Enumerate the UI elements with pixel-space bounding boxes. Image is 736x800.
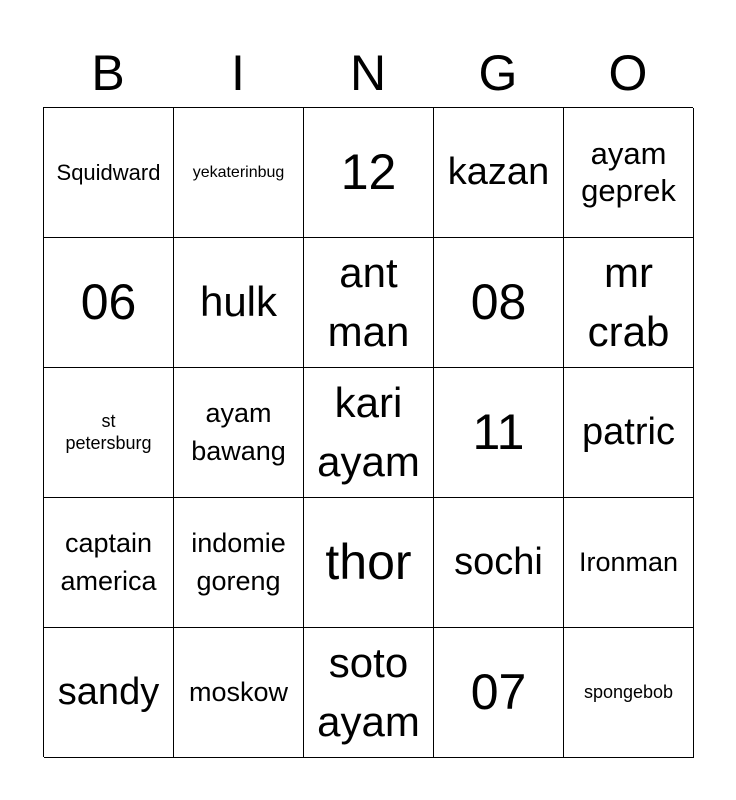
bingo-cell-text: captain america: [60, 527, 157, 596]
bingo-cell-text: sochi: [454, 540, 543, 583]
header-letter-o: O: [608, 45, 648, 101]
bingo-cell[interactable]: [564, 238, 694, 368]
bingo-cell-text: 08: [470, 273, 527, 330]
header-letter-n: N: [349, 45, 387, 101]
bingo-cell-text: soto ayam: [317, 638, 420, 745]
bingo-cell-text: 07: [470, 663, 527, 720]
bingo-cell-text: Squidward: [56, 159, 161, 185]
header-letter-i: I: [231, 45, 245, 101]
bingo-cell-text: ayam bawang: [191, 397, 286, 466]
bingo-cell[interactable]: [564, 108, 694, 238]
bingo-cell-text: sandy: [57, 670, 160, 713]
bingo-cell-text: st petersburg: [65, 410, 152, 453]
bingo-cell-text: mr crab: [587, 248, 670, 355]
bingo-cell-text: thor: [325, 533, 412, 590]
bingo-cell[interactable]: [174, 108, 304, 238]
bingo-cell[interactable]: [434, 238, 564, 368]
bingo-cell[interactable]: [304, 108, 434, 238]
bingo-cell[interactable]: [44, 238, 174, 368]
bingo-cell[interactable]: [434, 498, 564, 628]
bingo-cell[interactable]: [564, 628, 694, 758]
bingo-cell-text: kari ayam: [317, 378, 420, 485]
bingo-cell[interactable]: [434, 628, 564, 758]
bingo-cell[interactable]: [564, 498, 694, 628]
bingo-cell-text: patric: [582, 410, 675, 453]
bingo-cell[interactable]: [304, 368, 434, 498]
bingo-cell-text: hulk: [199, 278, 278, 326]
bingo-cell[interactable]: [44, 628, 174, 758]
bingo-cell-text: moskow: [188, 676, 289, 707]
bingo-cell-text: yekaterinbug: [192, 163, 285, 181]
bingo-cell-text: Ironman: [578, 546, 679, 577]
bingo-cell[interactable]: [304, 238, 434, 368]
bingo-cell[interactable]: [174, 238, 304, 368]
bingo-cell-text: ayam geprek: [581, 135, 676, 208]
bingo-header: [43, 40, 693, 106]
bingo-cell-text: spongebob: [583, 681, 674, 702]
bingo-cell[interactable]: [434, 368, 564, 498]
bingo-cell[interactable]: [44, 368, 174, 498]
bingo-card-grid: [43, 107, 693, 757]
bingo-cell-text: ant man: [327, 248, 410, 355]
bingo-cell[interactable]: [44, 498, 174, 628]
bingo-cell[interactable]: [174, 498, 304, 628]
bingo-cell[interactable]: [174, 368, 304, 498]
bingo-cell-text: 06: [80, 273, 137, 330]
bingo-cell[interactable]: [174, 628, 304, 758]
bingo-cell-text: indomie goreng: [191, 527, 286, 596]
bingo-cell[interactable]: [434, 108, 564, 238]
header-letter-g: G: [478, 45, 518, 101]
bingo-cell[interactable]: [564, 368, 694, 498]
bingo-cell[interactable]: [304, 498, 434, 628]
bingo-cell[interactable]: [44, 108, 174, 238]
bingo-cell-text: 12: [340, 143, 397, 200]
header-letter-b: B: [91, 45, 125, 101]
bingo-cell-text: kazan: [447, 150, 550, 193]
bingo-cell-text: 11: [472, 403, 525, 460]
bingo-cell[interactable]: [304, 628, 434, 758]
